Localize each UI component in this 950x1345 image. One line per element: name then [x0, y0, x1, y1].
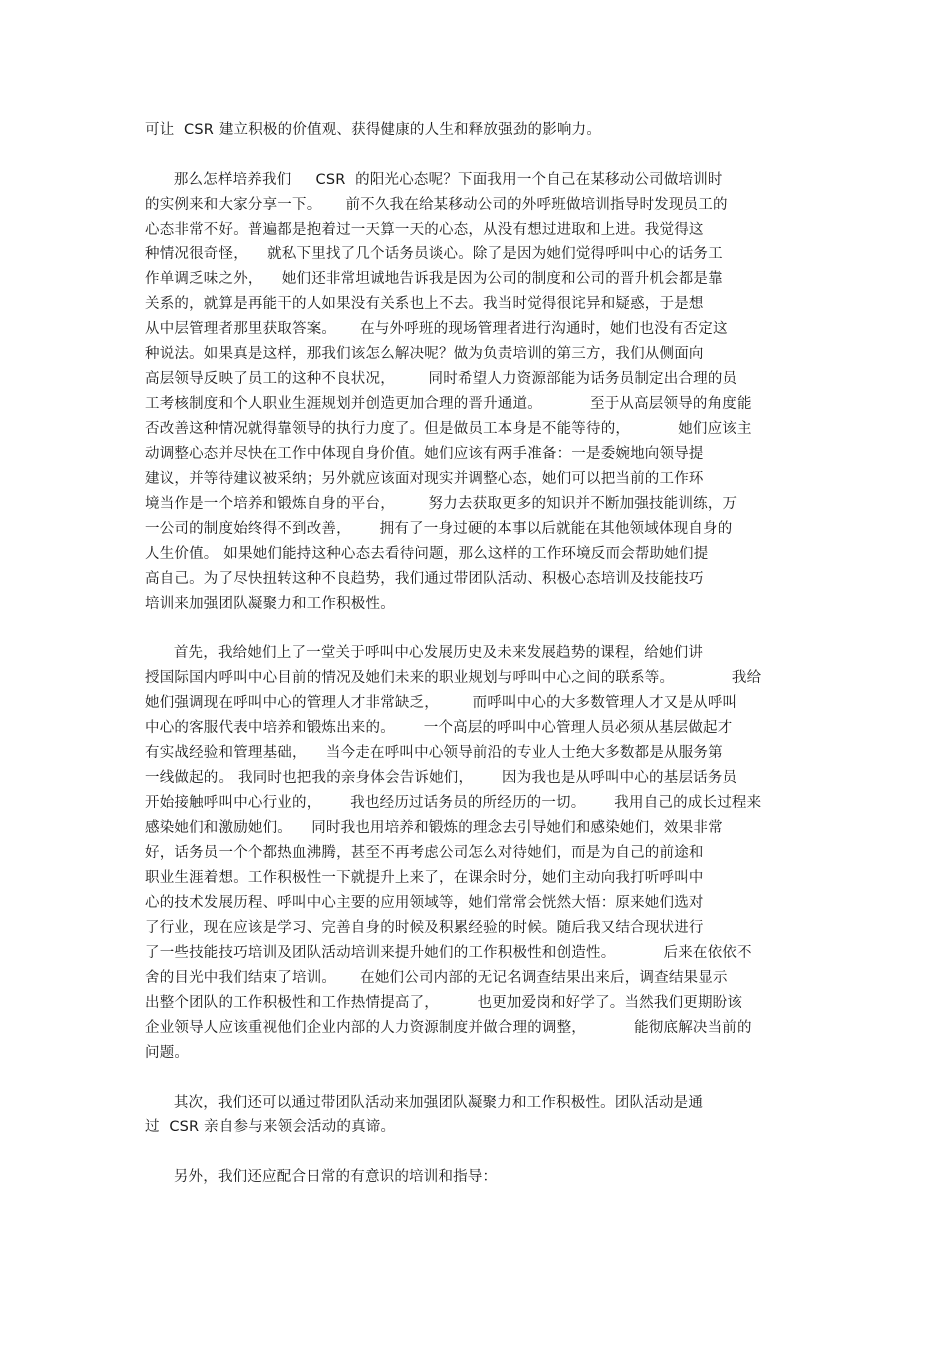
- text-line: 种说法。如果真是这样，那我们该怎么解决呢？做为负责培训的第三方，我们从侧面向: [145, 346, 704, 362]
- text-line: 了一些技能技巧培训及团队活动培训来提升她们的工作积极性和创造性。 后来在依依不: [145, 945, 752, 961]
- text-line: 感染她们和激励她们。 同时我也用培养和锻炼的理念去引导她们和感染她们，效果非常: [145, 820, 723, 836]
- text-line: 了行业，现在应该是学习、完善自身的时候及积累经验的时候。随后我又结合现状进行: [145, 920, 704, 936]
- text-line: 另外，我们还应配合日常的有意识的培训和指导：: [145, 1169, 498, 1185]
- text-line: 可让 CSR 建立积极的价值观、获得健康的人生和释放强劲的影响力。: [145, 122, 602, 138]
- text-line: 问题。: [145, 1045, 190, 1061]
- text-line: 工考核制度和个人职业生涯规划并创造更加合理的晋升通道。 至于从高层领导的角度能: [145, 396, 752, 412]
- text-line: 心的技术发展历程、呼叫中心主要的应用领域等，她们常常会恍然大悟：原来她们选对: [145, 895, 704, 911]
- text-line: 开始接触呼叫中心行业的， 我也经历过话务员的所经历的一切。 我用自己的成长过程来: [145, 795, 762, 811]
- text-line: 她们强调现在呼叫中心的管理人才非常缺乏， 而呼叫中心的大多数管理人才又是从呼叫: [145, 695, 738, 711]
- text-line: 高层领导反映了员工的这种不良状况， 同时希望人力资源部能为话务员制定出合理的员: [145, 371, 738, 387]
- text-line: 的实例来和大家分享一下。 前不久我在给某移动公司的外呼班做培训指导时发现员工的: [145, 197, 728, 213]
- text-line: 首先，我给她们上了一堂关于呼叫中心发展历史及未来发展趋势的课程，给她们讲: [145, 645, 704, 661]
- text-line: 否改善这种情况就得靠领导的执行力度了。但是做员工本身是不能等待的， 她们应该主: [145, 421, 752, 437]
- text-line: 其次，我们还可以通过带团队活动来加强团队凝聚力和工作积极性。团队活动是通: [145, 1095, 704, 1111]
- text-line: 种情况很奇怪， 就私下里找了几个话务员谈心。除了是因为她们觉得呼叫中心的话务工: [145, 246, 723, 262]
- text-line: 过 CSR 亲自参与来领会活动的真谛。: [145, 1119, 396, 1135]
- text-line: 出整个团队的工作积极性和工作热情提高了， 也更加爱岗和好学了。当然我们更期盼该: [145, 995, 743, 1011]
- text-line: 从中层管理者那里获取答案。 在与外呼班的现场管理者进行沟通时，她们也没有否定这: [145, 321, 728, 337]
- text-line: 人生价值。 如果她们能持这种心态去看待问题，那么这样的工作环境反而会帮助她们提: [145, 546, 709, 562]
- text-line: 关系的，就算是再能干的人如果没有关系也上不去。我当时觉得很诧异和疑惑，于是想: [145, 296, 704, 312]
- text-line: 职业生涯着想。工作积极性一下就提升上来了，在课余时分，她们主动向我打听呼叫中: [145, 870, 704, 886]
- text-line: 培训来加强团队凝聚力和工作积极性。: [145, 596, 395, 612]
- text-line: 授国际国内呼叫中心目前的情况及她们未来的职业规划与呼叫中心之间的联系等。 我给: [145, 670, 762, 686]
- text-line: 建议，并等待建议被采纳；另外就应该面对现实并调整心态，她们可以把当前的工作环: [145, 471, 704, 487]
- text-line: 心态非常不好。普遍都是抱着过一天算一天的心态，从没有想过进取和上进。我觉得这: [145, 222, 704, 238]
- text-line: 一线做起的。 我同时也把我的亲身体会告诉她们， 因为我也是从呼叫中心的基层话务员: [145, 770, 738, 786]
- text-line: 一公司的制度始终得不到改善， 拥有了一身过硬的本事以后就能在其他领域体现自身的: [145, 521, 733, 537]
- text-line: 有实战经验和管理基础， 当今走在呼叫中心领导前沿的专业人士绝大多数都是从服务第: [145, 745, 723, 761]
- text-line: 境当作是一个培养和锻炼自身的平台， 努力去获取更多的知识并不断加强技能训练，万: [145, 496, 738, 512]
- text-line: 作单调乏味之外， 她们还非常坦诚地告诉我是因为公司的制度和公司的晋升机会都是靠: [145, 271, 723, 287]
- text-line: 动调整心态并尽快在工作中体现自身价值。她们应该有两手准备：一是委婉地向领导提: [145, 446, 704, 462]
- text-line: 好，话务员一个个都热血沸腾，甚至不再考虑公司怎么对待她们，而是为自己的前途和: [145, 845, 704, 861]
- text-line: 高自己。为了尽快扭转这种不良趋势，我们通过带团队活动、积极心态培训及技能技巧: [145, 571, 704, 587]
- text-line: 舍的目光中我们结束了培训。 在她们公司内部的无记名调查结果出来后，调查结果显示: [145, 970, 728, 986]
- text-line: 中心的客服代表中培养和锻炼出来的。 一个高层的呼叫中心管理人员必须从基层做起才: [145, 720, 733, 736]
- text-line: 那么怎样培养我们 CSR 的阳光心态呢？下面我用一个自己在某移动公司做培训时: [145, 172, 723, 188]
- text-line: 企业领导人应该重视他们企业内部的人力资源制度并做合理的调整， 能彻底解决当前的: [145, 1020, 752, 1036]
